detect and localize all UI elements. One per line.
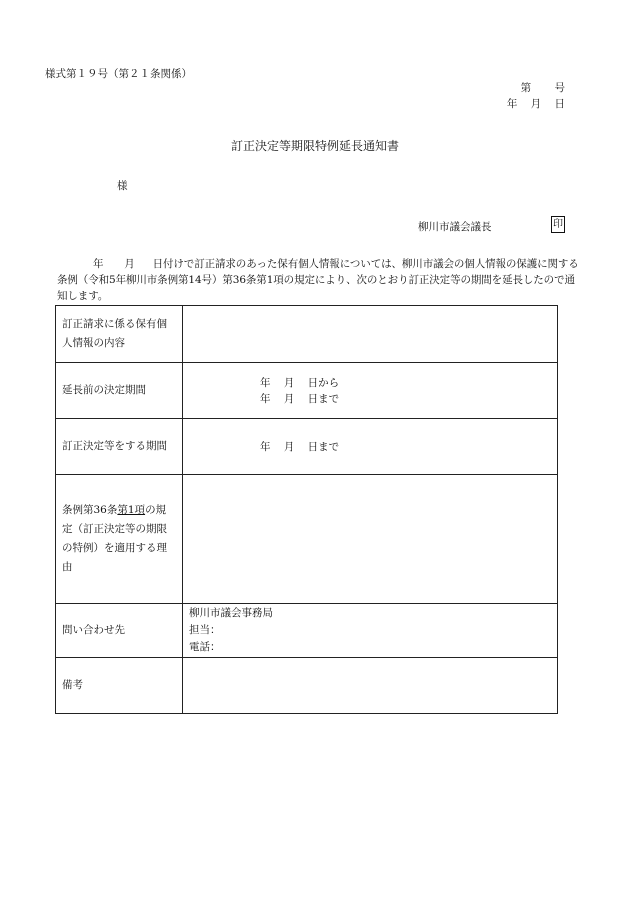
original-period-from: 年 月 日から: [260, 376, 340, 389]
info-content-value[interactable]: [183, 306, 558, 363]
body-text: 日付けで訂正請求のあった保有個人情報については、柳川市議会の個人情報の保護に関する条例（令和5年柳川市条例第14号）第36条第1項の規定により、次のとおり訂正決定等の期間を延長したので通知します。: [57, 258, 579, 302]
sender-name: 柳川市議会議長: [418, 221, 492, 233]
row-label-remarks: 備考: [56, 658, 183, 714]
reason-label-part1: 条例第36条: [62, 504, 118, 516]
contact-person: 担当：: [189, 624, 221, 636]
decision-period-until: 年 月 日まで: [260, 440, 340, 453]
request-year-month: 年 月: [93, 258, 135, 270]
table-row: [56, 475, 558, 604]
table-row: [56, 306, 558, 363]
body-paragraph: [57, 256, 580, 304]
issue-date-line: 年 月 日: [506, 98, 565, 110]
remarks-value[interactable]: [183, 658, 558, 714]
form-number: 様式第１９号（第２１条関係）: [45, 68, 192, 80]
table-row: [56, 658, 558, 714]
original-period-to: 年 月 日まで: [260, 392, 340, 405]
contact-office: 柳川市議会事務局: [189, 607, 273, 619]
table-row: [56, 363, 558, 419]
row-label-decision-period: 訂正決定等をする期間: [56, 419, 183, 475]
decision-period-value[interactable]: [183, 419, 558, 475]
seal-stamp: 印: [551, 216, 565, 233]
table-row: [56, 419, 558, 475]
row-label-reason: [56, 475, 183, 604]
notice-table: [55, 305, 558, 714]
contact-phone: 電話：: [189, 641, 221, 653]
reason-label-underlined: 第1項: [117, 504, 146, 516]
table-row: [56, 604, 558, 658]
contact-value[interactable]: [183, 604, 558, 658]
document-title: 訂正決定等期限特例延長通知書: [230, 139, 399, 153]
original-period-value[interactable]: [183, 363, 558, 419]
row-label-original-period: 延長前の決定期間: [56, 363, 183, 419]
row-label-contact: 問い合わせ先: [56, 604, 183, 658]
document-number-line: 第 号: [520, 82, 565, 94]
recipient-suffix: 様: [117, 180, 128, 192]
row-label-info-content: 訂正請求に係る保有個人情報の内容: [56, 306, 183, 363]
reason-value[interactable]: [183, 475, 558, 604]
reason-label-part2: の規定（訂正決定等の期限の特例）を適用する理由: [62, 504, 167, 573]
